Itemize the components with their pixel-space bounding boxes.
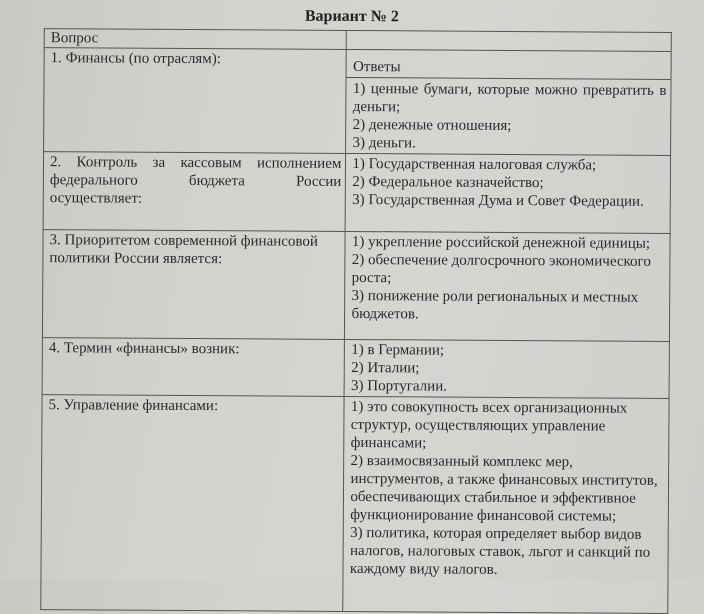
table-row xyxy=(44,48,672,156)
table-row xyxy=(41,395,669,614)
answers-cell xyxy=(343,396,669,613)
quiz-table xyxy=(40,28,672,614)
question-cell: 3. Приоритетом современной финансовой политики России является: xyxy=(42,230,345,340)
table-row xyxy=(42,230,670,342)
answer-option: 1) это совокупность всех организационных структур, осуществляющих управление финансами; xyxy=(350,399,628,452)
question-header: Вопрос xyxy=(44,29,347,50)
answers-cell xyxy=(345,153,670,233)
page-title: Вариант № 2 xyxy=(304,7,399,26)
answer-option: 1) укрепление российской денежной единицы; xyxy=(351,234,651,252)
question-cell: 2. Контроль за кассовым исполнением федерального бюджета России осуществляет: xyxy=(43,152,346,232)
answer-option: 1) Государственная налоговая служба; xyxy=(352,156,597,174)
answer-option: 2) Федеральное казначейство; xyxy=(352,174,544,192)
answer-option: 3) понижение роли региональных и местных бюджетов. xyxy=(351,288,639,323)
answer-option: 1) в Германии; xyxy=(351,342,445,359)
answers-cell xyxy=(345,231,670,341)
answer-option: 2) взаимосвязанный комплекс мер, инструментов, а также финансовых институтов, обеспечивающих стабильное и эффективное функционирование финансовой системы; xyxy=(350,453,658,525)
question-cell: 1. Финансы (по отраслям): xyxy=(44,48,347,154)
answer-option: 3) Государственная Дума и Совет Федерации. xyxy=(352,192,644,210)
answers-header: Ответы xyxy=(347,50,671,80)
question-cell: 5. Управление финансами: xyxy=(41,395,345,612)
answer-option: 3) Португалии. xyxy=(350,378,448,395)
header-spacer xyxy=(347,30,672,51)
answer-option: 3) политика, которая определяет выбор видов налогов, налоговых ставок, льгот и санкций по каждому виду налогов. xyxy=(349,524,651,578)
question-cell: 4. Термин «финансы» возник: xyxy=(42,338,345,397)
answer-option: 2) Италии; xyxy=(351,360,420,377)
answers-cell xyxy=(344,339,669,398)
answer-option: 3) деньги. xyxy=(352,135,416,152)
answer-option: 2) обеспечение долгосрочного экономического роста; xyxy=(351,252,651,287)
answers-cell xyxy=(346,49,671,155)
answer-option: 1) ценные бумаги, которые можно превратить в деньги; xyxy=(352,81,667,116)
table-row xyxy=(43,152,670,234)
table-row xyxy=(42,338,669,399)
answer-option: 2) денежные отношения; xyxy=(352,117,512,134)
